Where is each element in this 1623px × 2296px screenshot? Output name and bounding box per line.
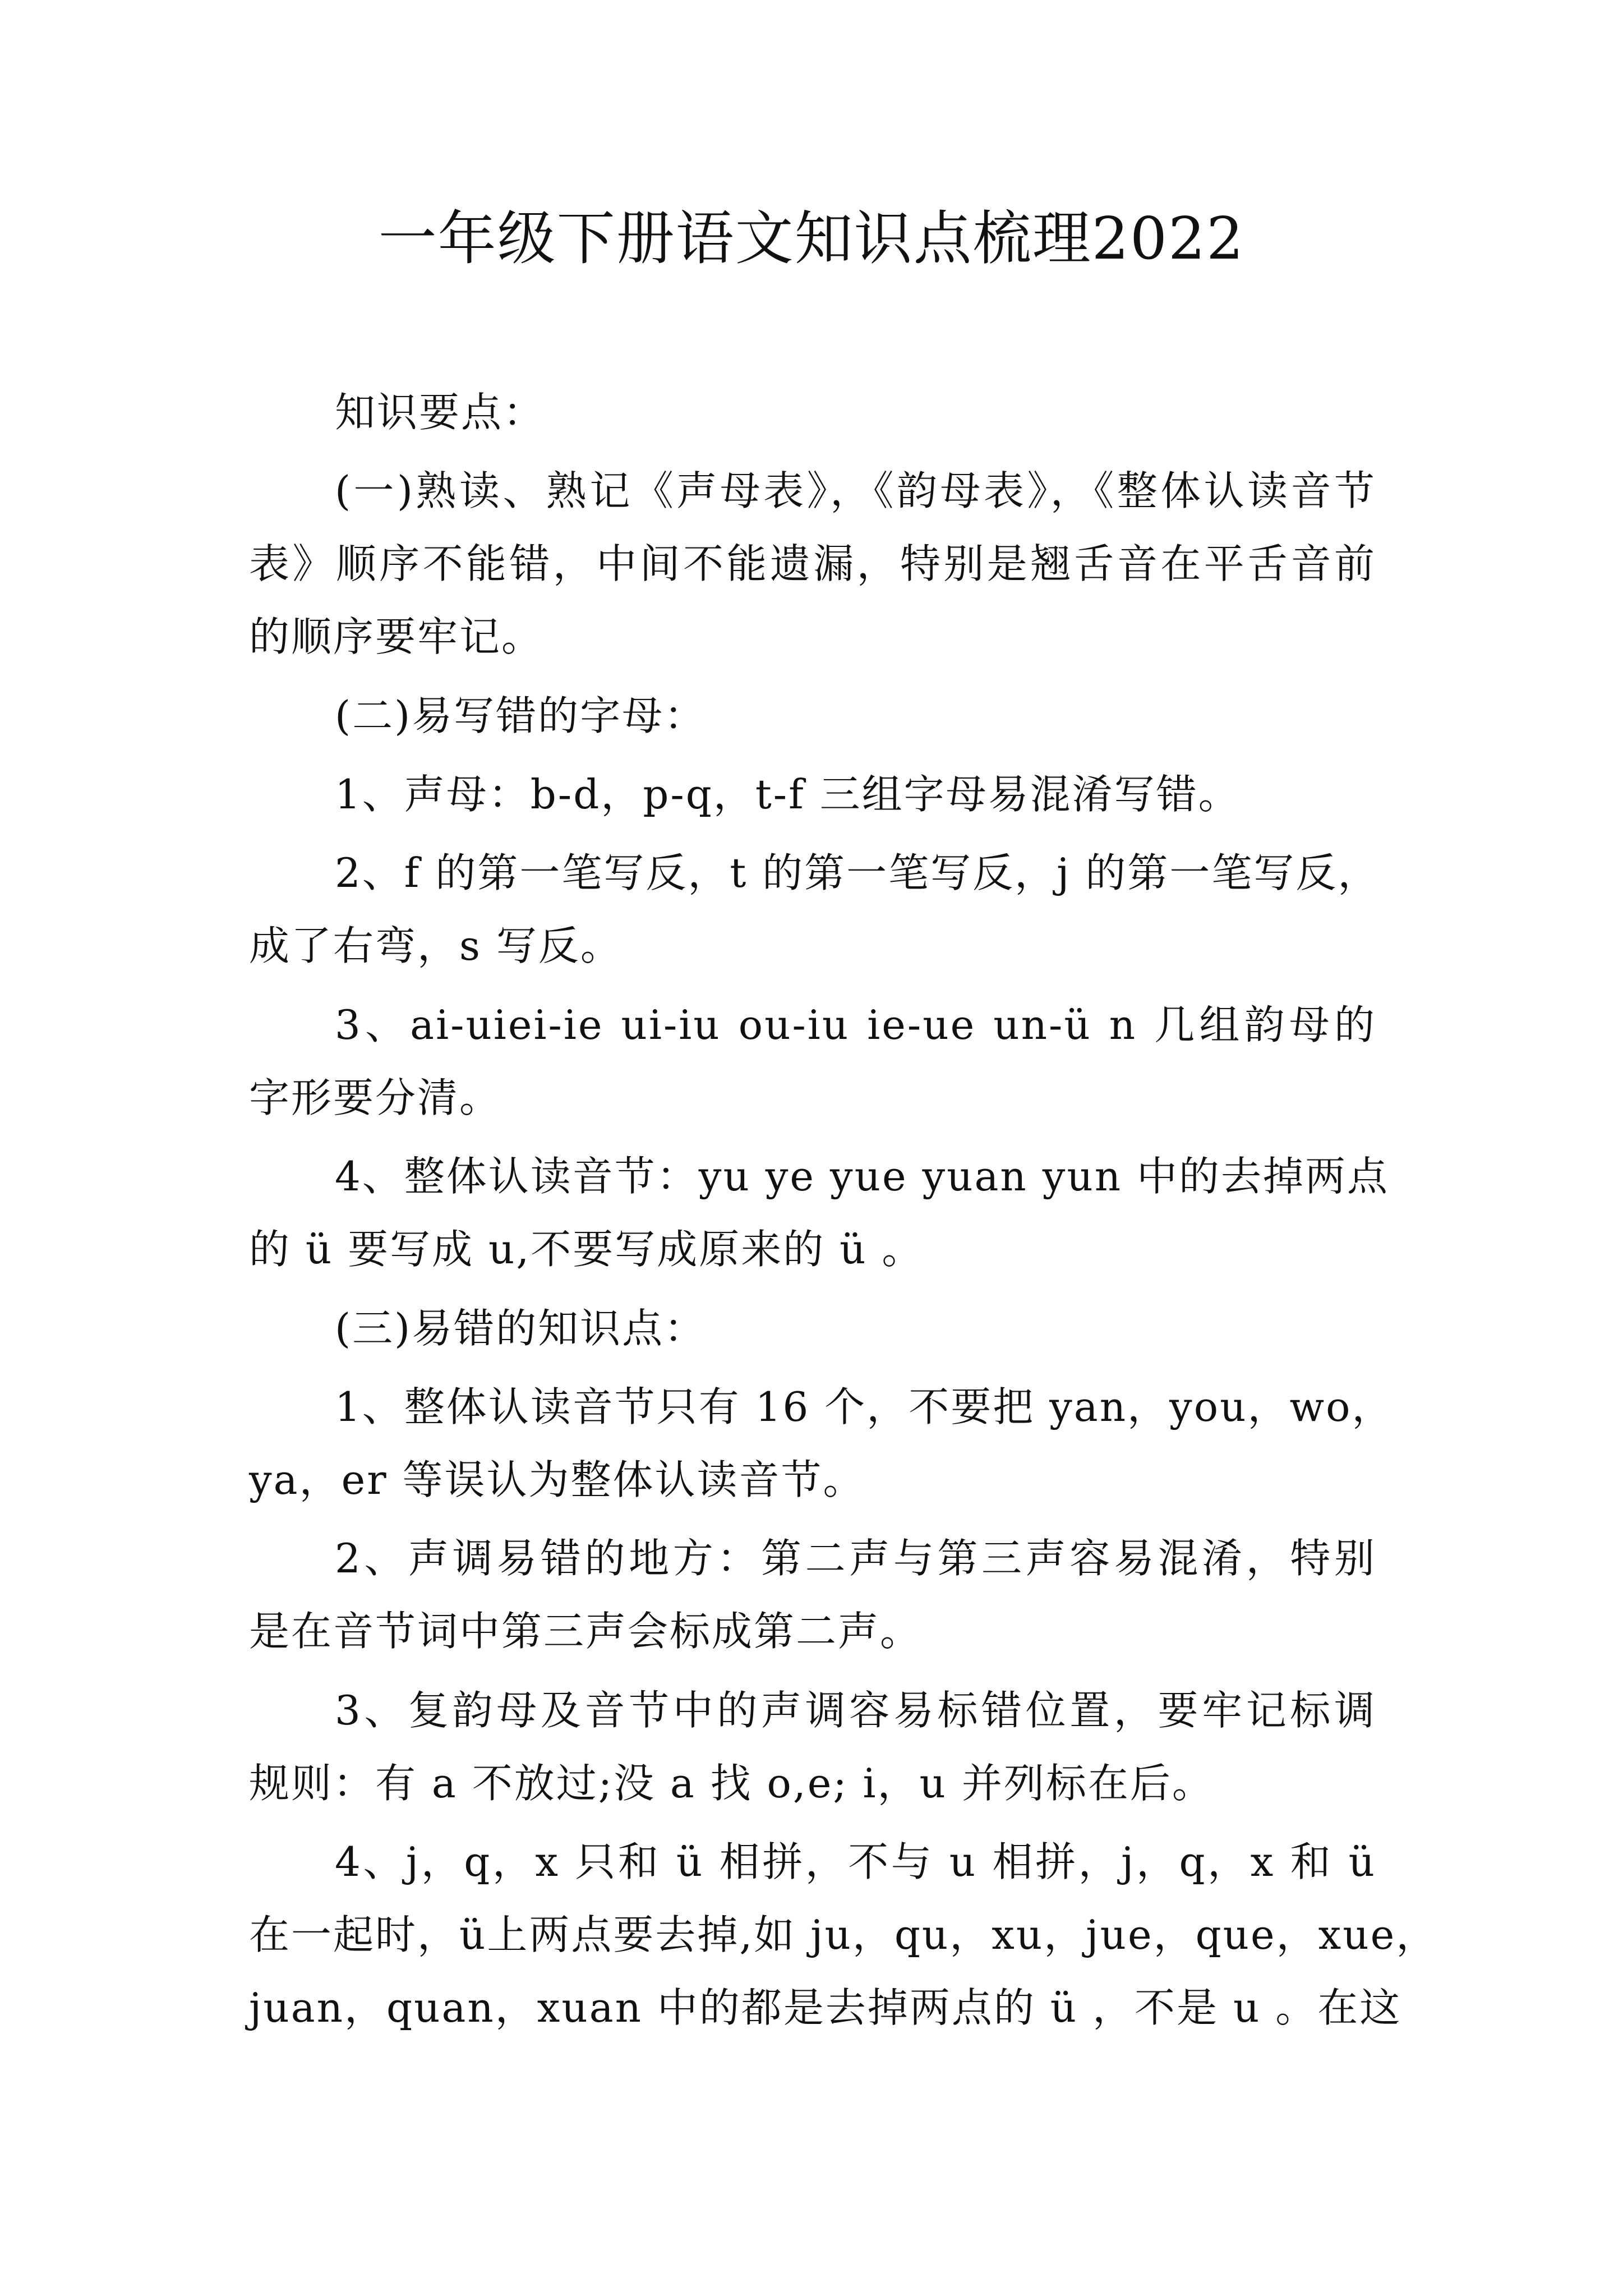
paragraph-line: juan，quan，xuan 中的都是去掉两点的 ü ，不是 u 。在这 — [249, 1984, 1402, 2031]
paragraph-line: 3、ai-uiei-ie ui-iu ou-iu ie-ue un-ü n 几组韵母的 — [335, 1001, 1376, 1048]
paragraph-line: ya，er 等误认为整体认读音节。 — [249, 1456, 865, 1503]
paragraph-line: 表》顺序不能错，中间不能遗漏，特别是翘舌音在平舌音前 — [249, 540, 1376, 587]
paragraph-line: 2、声调易错的地方：第二声与第三声容易混淆，特别 — [335, 1535, 1376, 1582]
paragraph-line: 是在音节词中第三声会标成第二声。 — [249, 1608, 923, 1655]
document-title: 一年级下册语文知识点梳理2022 — [378, 204, 1245, 273]
paragraph-line: 成了右弯，s 写反。 — [249, 922, 623, 969]
paragraph-line: 4、整体认读音节：yu ye yue yuan yun 中的去掉两点 — [335, 1153, 1389, 1200]
paragraph-line: 规则：有 a 不放过;没 a 找 o,e; i，u 并列标在后。 — [249, 1760, 1214, 1807]
paragraph-line: 2、f 的第一笔写反，t 的第一笔写反，j 的第一笔写反， — [335, 849, 1380, 896]
paragraph-line: 4、j，q，x 只和 ü 相拼，不与 u 相拼，j，q，x 和 ü — [335, 1838, 1376, 1885]
paragraph-line: (三)易错的知识点： — [335, 1305, 707, 1352]
paragraph-line: 1、声母：b-d，p-q，t-f 三组字母易混淆写错。 — [335, 771, 1241, 818]
paragraph-line: 知识要点： — [335, 389, 546, 436]
paragraph-line: (一)熟读、熟记《声母表》，《韵母表》，《整体认读音节 — [335, 467, 1376, 514]
paragraph-line: 1、整体认读音节只有 16 个，不要把 yan，you，wo， — [335, 1383, 1394, 1430]
paragraph-line: 字形要分清。 — [249, 1074, 502, 1121]
paragraph-line: 在一起时，ü上两点要去掉,如 ju，qu，xu，jue，que，xue， — [249, 1911, 1438, 1958]
paragraph-line: 3、复韵母及音节中的声调容易标错位置，要牢记标调 — [335, 1687, 1376, 1734]
paragraph-line: 的 ü 要写成 u,不要写成原来的 ü 。 — [249, 1226, 924, 1273]
paragraph-line: (二)易写错的字母： — [335, 692, 707, 739]
paragraph-line: 的顺序要牢记。 — [249, 613, 544, 660]
